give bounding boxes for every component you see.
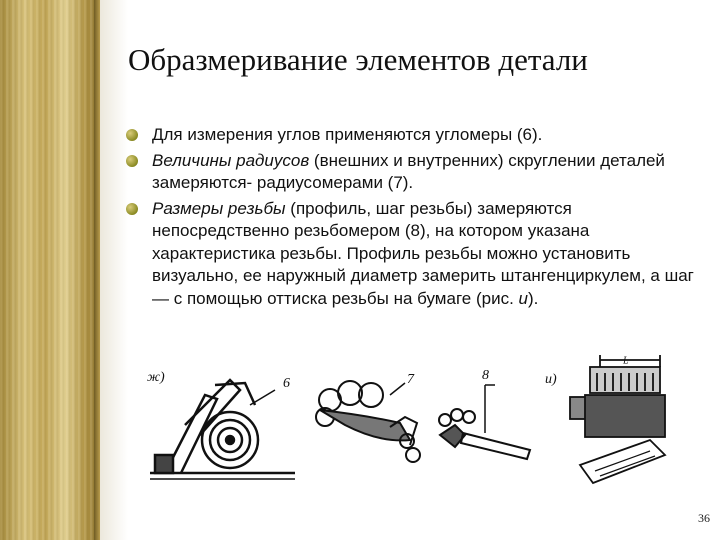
bullet-text: (профиль, шаг резьбы) замеряются непосредственно резьбомером (8), на котором указана характеристика резьбы. Профиль резьбы можно установить визуально, ее наружный диаметр замерить штангенциркулем, а шаг — с помощью оттиска резьбы на бумаге (рис. <box>152 198 694 308</box>
radius-gauge-drawing <box>316 381 420 462</box>
bullet-dot-icon <box>126 203 138 215</box>
bullet-list <box>126 124 696 313</box>
protractor-drawing <box>150 380 295 479</box>
slide-title: Образмеривание элементов детали <box>128 42 588 77</box>
thread-gauge-drawing <box>439 385 530 459</box>
bullet-dot-icon <box>126 129 138 141</box>
bullet-item <box>126 124 696 147</box>
bullet-italic-term: Величины радиусов <box>152 150 310 170</box>
label-6: 6 <box>283 376 290 391</box>
thread-imprint-drawing <box>570 355 665 483</box>
label-zh: ж) <box>147 370 165 385</box>
page-number: 36 <box>698 511 710 525</box>
bullet-item <box>126 150 696 195</box>
instruments-figure <box>145 355 670 490</box>
label-i: и) <box>545 372 557 387</box>
bullet-text: Для измерения углов применяются угломеры (6). <box>152 125 543 144</box>
label-8: 8 <box>482 368 489 383</box>
decorative-gold-bar <box>0 0 100 540</box>
figure-ref: и <box>518 288 528 308</box>
bullet-text: (внешних и внутренних) скруглении деталей замеряются- радиусомерами (7). <box>152 150 665 192</box>
label-l: L <box>623 355 629 367</box>
bullet-item <box>126 198 696 311</box>
bullet-tail: ). <box>527 288 539 308</box>
bullet-italic-term: Размеры резьбы <box>152 198 286 218</box>
bullet-dot-icon <box>126 155 138 167</box>
label-7: 7 <box>407 372 414 387</box>
